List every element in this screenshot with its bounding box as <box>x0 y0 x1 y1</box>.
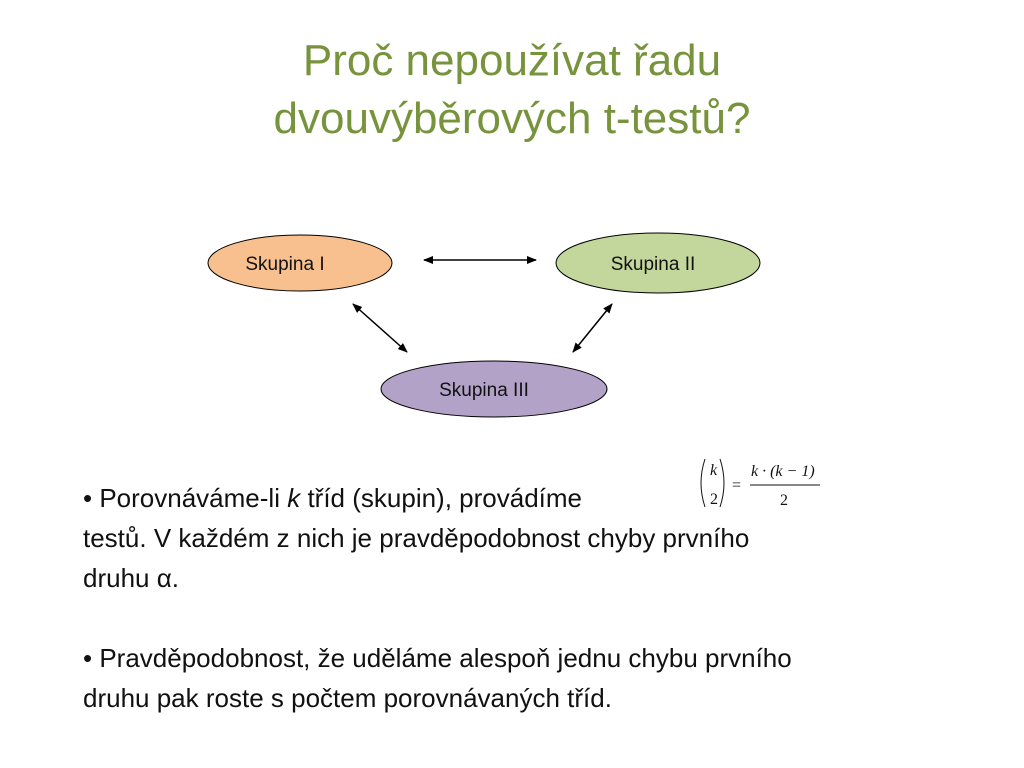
formula-numerator: k · (k − 1) <box>751 463 815 480</box>
bullet-2-line-1 <box>83 638 963 678</box>
paragraph-gap <box>83 598 963 638</box>
bullet-1-k: k <box>287 483 301 513</box>
node-skupina-i-label: Skupina I <box>245 254 325 275</box>
bullet-1-post: tříd (skupin), provádíme <box>307 483 583 513</box>
arrow-ii-iii <box>573 304 612 352</box>
body-text <box>83 478 963 718</box>
bullet-1 <box>83 478 963 598</box>
bullet-2-text: Pravděpodobnost, že uděláme alespoň jednu chybu prvního <box>99 643 792 673</box>
bullet-2-line-2: druhu pak roste s počtem porovnávaných tříd. <box>83 683 612 713</box>
bullet-2-marker: • <box>83 643 93 673</box>
bullet-1-line-3: druhu α. <box>83 563 179 593</box>
bullet-1-pre: Porovnáváme-li <box>99 483 280 513</box>
node-skupina-ii-label: Skupina II <box>610 254 696 275</box>
node-skupina-iii <box>381 361 607 417</box>
bullet-1-marker: • <box>83 483 93 513</box>
title-line-1: Proč nepoužívat řadu <box>302 36 722 85</box>
node-skupina-i <box>208 235 392 291</box>
bullet-1-line-1 <box>83 478 963 518</box>
title-line-2: dvouvýběrových t-testů? <box>273 94 751 143</box>
node-skupina-iii-label: Skupina III <box>439 380 529 401</box>
arrow-i-iii <box>353 304 407 352</box>
binomial-top: k <box>710 462 718 479</box>
formula-equals: = <box>732 477 742 494</box>
bullet-1-line-2: testů. V každém z nich je pravděpodobnost chyby prvního <box>83 523 750 553</box>
formula-denominator: 2 <box>780 492 788 509</box>
node-skupina-ii <box>556 233 760 293</box>
binomial-bottom: 2 <box>710 491 718 508</box>
bullet-2 <box>83 638 963 718</box>
